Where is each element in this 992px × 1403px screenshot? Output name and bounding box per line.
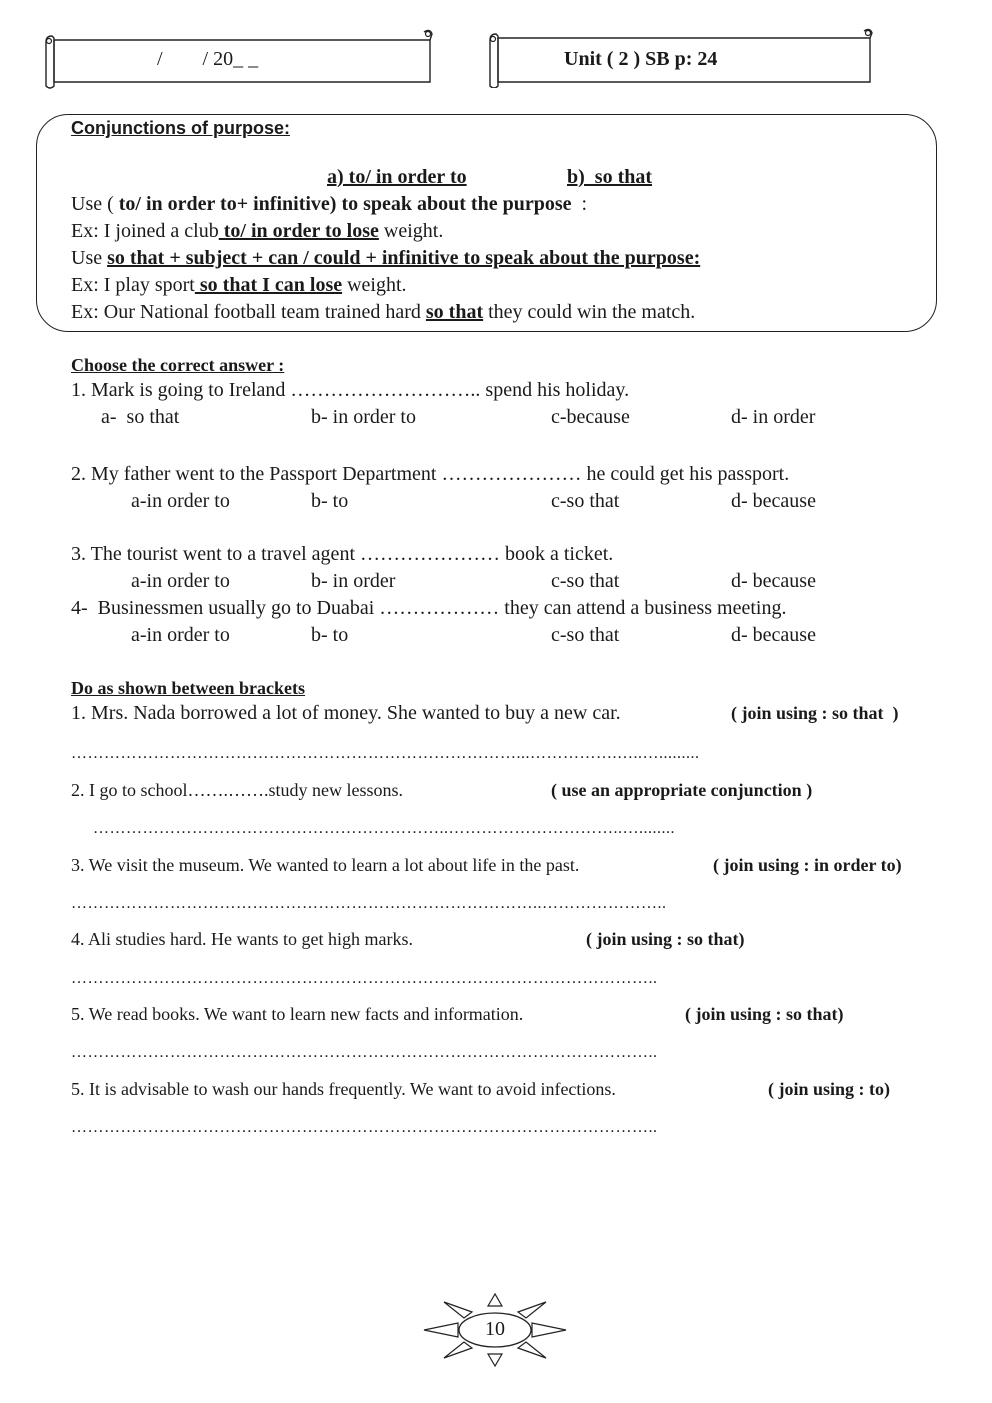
rule-example-2 xyxy=(71,274,407,297)
bracket-item-1: 1. Mrs. Nada borrowed a lot of money. She wanted to buy a new car. xyxy=(71,702,621,724)
rule-ex-3-bold: so that xyxy=(425,301,484,323)
q2-option-c[interactable]: c-so that xyxy=(551,490,620,512)
rule-ex-3-pre: Ex: Our National football team trained hard xyxy=(71,301,426,323)
unit-label: Unit ( 2 ) SB p: 24 xyxy=(564,48,718,70)
bracket-instruction-6: ( join using : to) xyxy=(768,1079,891,1099)
rule-ex-3-post: they could win the match. xyxy=(483,301,696,323)
answer-line-5[interactable]: …………………………………………………………………………………………….. xyxy=(71,1044,658,1061)
rule-ex-1-pre: Ex: I joined a club xyxy=(71,220,219,242)
bracket-instruction-3: ( join using : in order to) xyxy=(713,855,902,875)
rule-title: Conjunctions of purpose: xyxy=(71,118,290,138)
rule-option-a: a) to/ in order to xyxy=(327,166,467,188)
q4-option-b[interactable]: b- to xyxy=(311,624,349,646)
rule-use-1-post: : xyxy=(571,193,588,215)
rule-use-2 xyxy=(71,247,700,270)
answer-line-2[interactable]: ………………………………………………………..…………………………..…........ xyxy=(93,820,675,837)
q3-option-a[interactable]: a-in order to xyxy=(131,570,230,592)
q3-option-b[interactable]: b- in order xyxy=(311,570,396,592)
q2-option-d[interactable]: d- because xyxy=(731,490,816,512)
rule-use-1-bold: to/ in order to+ infinitive) to speak about the purpose xyxy=(118,193,572,215)
q1-option-d[interactable]: d- in order xyxy=(731,406,816,428)
answer-line-6[interactable]: …………………………………………………………………………………………….. xyxy=(71,1119,658,1136)
q1-option-a[interactable]: a- so that xyxy=(101,406,180,428)
q2-option-a[interactable]: a-in order to xyxy=(131,490,230,512)
rule-use-1-pre: Use ( xyxy=(71,193,119,215)
rule-ex-2-pre: Ex: I play sport xyxy=(71,274,195,296)
choose-heading: Choose the correct answer : xyxy=(71,355,285,375)
rule-example-1 xyxy=(71,220,443,243)
answer-line-4[interactable]: …………………………………………………………………………………………….. xyxy=(71,970,658,987)
date-scroll xyxy=(42,28,434,92)
answer-line-3[interactable]: …………………………………………………………………………..………………….. xyxy=(71,895,667,912)
rule-use-2-pre: Use xyxy=(71,247,108,269)
q4-option-a[interactable]: a-in order to xyxy=(131,624,230,646)
rule-option-b: b) so that xyxy=(567,166,653,188)
question-1: 1. Mark is going to Ireland ……………………….. spend his holiday. xyxy=(71,379,630,401)
unit-scroll xyxy=(486,28,876,88)
question-3: 3. The tourist went to a travel agent ………………… book a ticket. xyxy=(71,543,614,565)
bracket-item-2: 2. I go to school…….…….study new lessons. xyxy=(71,780,403,800)
q4-option-c[interactable]: c-so that xyxy=(551,624,620,646)
question-2: 2. My father went to the Passport Department ………………… he could get his passport. xyxy=(71,463,790,485)
bracket-instruction-4: ( join using : so that) xyxy=(586,929,745,949)
bracket-instruction-5: ( join using : so that) xyxy=(685,1004,844,1024)
q2-option-b[interactable]: b- to xyxy=(311,490,349,512)
question-4: 4- Businessmen usually go to Duabai ……………… they can attend a business meeting. xyxy=(71,597,787,619)
q1-option-c[interactable]: c-because xyxy=(551,406,630,428)
date-field: / / 20_ _ xyxy=(157,48,259,70)
rule-ex-1-post: weight. xyxy=(378,220,444,242)
q1-option-b[interactable]: b- in order to xyxy=(311,406,416,428)
bracket-item-6: 5. It is advisable to wash our hands frequently. We want to avoid infections. xyxy=(71,1079,616,1099)
bracket-instruction-2: ( use an appropriate conjunction ) xyxy=(551,780,813,800)
rule-use-1 xyxy=(71,193,587,216)
bracket-item-5: 5. We read books. We want to learn new facts and information. xyxy=(71,1004,524,1024)
bracket-item-4: 4. Ali studies hard. He wants to get high marks. xyxy=(71,929,413,949)
bracket-item-3: 3. We visit the museum. We wanted to learn a lot about life in the past. xyxy=(71,855,580,875)
q3-option-d[interactable]: d- because xyxy=(731,570,816,592)
rule-example-3 xyxy=(71,301,695,324)
q3-option-c[interactable]: c-so that xyxy=(551,570,620,592)
rule-use-2-bold: so that + subject + can / could + infinitive to speak about the purpose: xyxy=(107,247,701,269)
answer-line-1[interactable]: ………………………………………………………………………...…………….…..…......... xyxy=(71,745,700,762)
q4-option-d[interactable]: d- because xyxy=(731,624,816,646)
rule-ex-2-bold: so that I can lose xyxy=(194,274,343,296)
rule-ex-2-post: weight. xyxy=(342,274,407,296)
page-number: 10 xyxy=(485,1318,505,1340)
brackets-heading: Do as shown between brackets xyxy=(71,678,305,698)
rule-ex-1-bold: to/ in order to lose xyxy=(218,220,379,242)
bracket-instruction-1: ( join using : so that ) xyxy=(731,703,899,723)
